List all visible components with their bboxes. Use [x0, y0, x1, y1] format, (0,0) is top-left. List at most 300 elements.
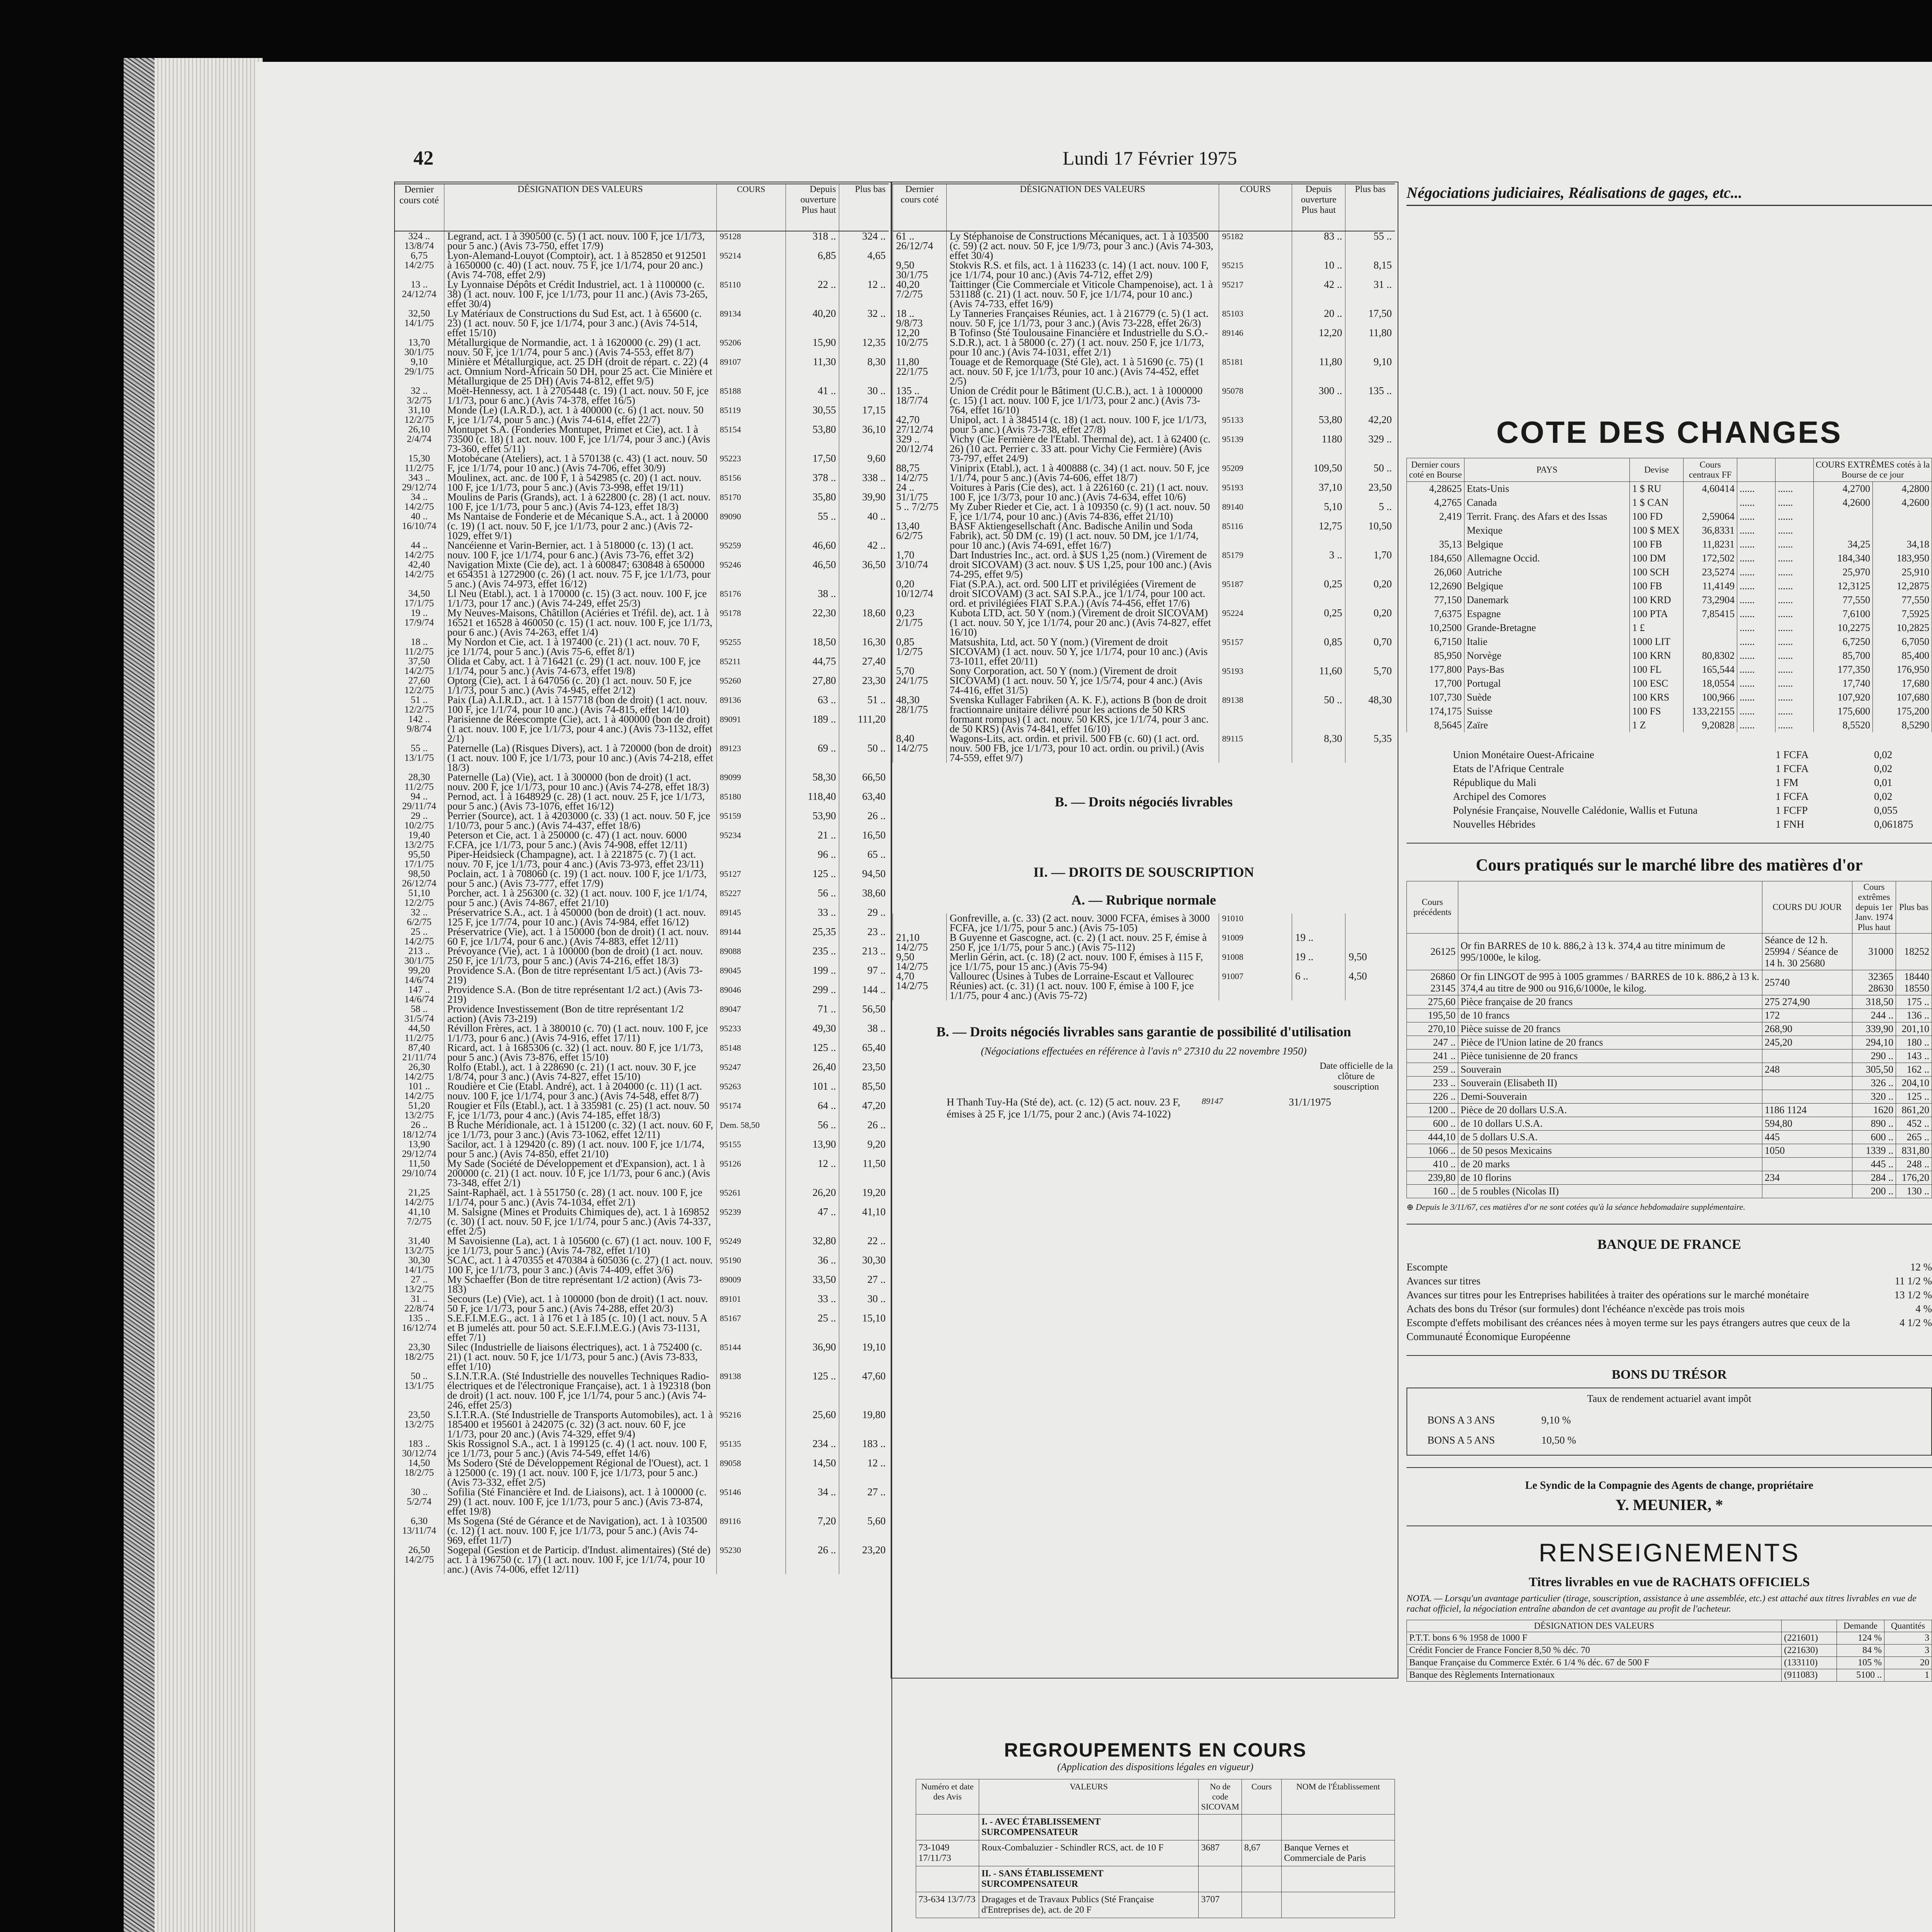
- rachats-qty: 3: [1884, 1632, 1932, 1645]
- plus-bas: 23,50: [839, 1062, 889, 1082]
- cours-code: 95239: [716, 1207, 786, 1236]
- cours-code: 95217: [1219, 280, 1292, 309]
- last-price: 55 .. 13/1/75: [395, 743, 444, 772]
- changes-table: [1406, 458, 1932, 732]
- security-name: Motobécane (Ateliers), act. 1 à 570138 (c. 43) (1 act. nouv. 50 F, jce 1/1/74, pour 10 anc.) (Avis 74-706, effet 30/9): [444, 454, 716, 473]
- table-row: [395, 1043, 889, 1062]
- table-row: [395, 512, 889, 541]
- security-name: Poclain, act. 1 à 708060 (c. 19) (1 act. nouv. 100 F, jce 1/1/73, pour 5 anc.) (Avis 73-777, effet 17/9): [444, 869, 716, 888]
- or-hi: 445 ..: [1852, 1158, 1896, 1171]
- changes-last: 174,175: [1407, 704, 1464, 718]
- table-row: [893, 386, 1395, 415]
- last-price: 12,20 10/2/75: [893, 328, 947, 357]
- changes-central: 18,0554: [1684, 677, 1737, 690]
- cours-code: 95127: [716, 869, 786, 888]
- cours-code: 95146: [716, 1487, 786, 1516]
- or-hi: 290 ..: [1852, 1049, 1896, 1063]
- or-prev: 233 ..: [1407, 1077, 1458, 1090]
- banque-value: 4 %: [1915, 1303, 1932, 1315]
- changes-pays: Norvège: [1464, 649, 1630, 663]
- cours-code: 89140: [1219, 502, 1292, 521]
- plus-bas: 55 ..: [1345, 231, 1395, 260]
- changes-hi: 175,600: [1814, 704, 1873, 718]
- last-price: 23,30 18/2/75: [395, 1342, 444, 1371]
- or-name: de 5 roubles (Nicolas II): [1458, 1185, 1762, 1198]
- table-row: [1407, 1090, 1932, 1104]
- plus-bas: 4,50: [1345, 971, 1395, 1000]
- security-name: Touage et de Remorquage (Sté Gle), act. 1 à 51690 (c. 75) (1 act. nouv. 50 F, jce 1/1/73, pour 10 anc.) (Avis 74-452, effet 2/5): [946, 357, 1219, 386]
- plus-haut: 0,85: [1292, 637, 1345, 666]
- or-hi: 200 ..: [1852, 1185, 1896, 1198]
- plus-haut: 44,75: [786, 656, 839, 676]
- table-row: [1407, 1171, 1932, 1185]
- plus-haut: 12,20: [1292, 328, 1345, 357]
- table-row: [395, 908, 889, 927]
- cours-code: 89107: [716, 357, 786, 386]
- cfa-label: Union Monétaire Ouest-Africaine: [1453, 749, 1594, 760]
- changes-dots: ......: [1776, 635, 1814, 649]
- section-b-title: B. — Droits négociés livrables: [1054, 794, 1233, 810]
- regroup-title: REGROUPEMENTS EN COURS: [1004, 1739, 1307, 1761]
- or-jour: 1050: [1762, 1144, 1852, 1158]
- last-price: 0,23 2/1/75: [893, 608, 947, 637]
- cfa-line: [1453, 776, 1932, 789]
- changes-central: 36,8331: [1684, 524, 1737, 537]
- or-header-prev: Cours précédents: [1407, 881, 1458, 934]
- cfa-line: [1453, 748, 1932, 762]
- last-price: 31,40 13/2/75: [395, 1236, 444, 1255]
- plus-bas: 16,50: [839, 830, 889, 850]
- last-price: 32 .. 3/2/75: [395, 386, 444, 405]
- changes-devise: 100 $ MEX: [1630, 524, 1684, 537]
- rachats-name: Crédit Foncier de France Foncier 8,50 % déc. 70: [1407, 1645, 1782, 1657]
- plus-haut: 58,30: [786, 772, 839, 792]
- regroup-header-code: No de code SICOVAM: [1199, 1779, 1242, 1815]
- changes-dots: ......: [1776, 537, 1814, 551]
- changes-hi: [1814, 524, 1873, 537]
- regroup-avis-date: 17/11/73: [918, 1853, 951, 1863]
- or-jour: 248: [1762, 1063, 1852, 1077]
- cours-code: 95209: [1219, 463, 1292, 483]
- last-price: 6,30 13/11/74: [395, 1516, 444, 1545]
- plus-haut: 235 ..: [786, 946, 839, 966]
- table-row: [1407, 1022, 1932, 1036]
- table-row: [395, 1120, 889, 1139]
- plus-haut: 11,80: [1292, 357, 1345, 386]
- last-price: 13,90 29/12/74: [395, 1139, 444, 1159]
- plus-haut: 19 ..: [1292, 952, 1345, 971]
- plus-haut: 15,90: [786, 338, 839, 357]
- bons-value: 9,10 %: [1541, 1414, 1571, 1426]
- table-row: [1407, 704, 1932, 718]
- changes-dots: ......: [1737, 593, 1776, 607]
- cfa-label: République du Mali: [1453, 777, 1536, 788]
- cours-code: 89145: [716, 908, 786, 927]
- security-name: My Neuves-Maisons, Châtillon (Aciéries et Tréfil. de), act. 1 à 16521 et 16528 à 460050 (c. 15) (1 act. nouv. 100 F, jce 1/1/73, pour 6 anc.) (Avis 74-263, effet 1/4): [444, 608, 716, 637]
- banque-row: [1406, 1260, 1932, 1274]
- col-header-last: Dernier cours coté: [395, 184, 444, 231]
- plus-haut: 53,90: [786, 811, 839, 830]
- plus-haut: 11,60: [1292, 666, 1345, 695]
- table-row: [1407, 970, 1932, 995]
- last-price: 11,50 29/10/74: [395, 1159, 444, 1188]
- cours-code: 85170: [716, 492, 786, 512]
- plus-haut: 1180: [1292, 434, 1345, 463]
- plus-haut: 46,60: [786, 541, 839, 560]
- security-name: Paix (La) A.I.R.D., act. 1 à 157718 (bon de droit) (1 act. nouv. 100 F, jce 1/1/74, pour 10 anc.) (Avis 74-815, effet 14/10): [444, 695, 716, 714]
- changes-central: 11,4149: [1684, 579, 1737, 593]
- table-row: [893, 550, 1395, 579]
- or-lo: 180 ..: [1896, 1036, 1932, 1049]
- last-price: 25 .. 14/2/75: [395, 927, 444, 946]
- col2-header-cours: COURS: [1219, 184, 1292, 231]
- changes-hi: 8,5520: [1814, 718, 1873, 732]
- or-prev: 1200 ..: [1407, 1104, 1458, 1117]
- plus-haut: 49,30: [786, 1024, 839, 1043]
- cours-code: 89046: [716, 985, 786, 1004]
- or-lo: 130 ..: [1896, 1185, 1932, 1198]
- table-row: [395, 1207, 889, 1236]
- table-row: [395, 1101, 889, 1120]
- last-price: 6,75 14/2/75: [395, 251, 444, 280]
- table-row: [395, 357, 889, 386]
- regroup-header-nom: NOM de l'Établissement: [1282, 1779, 1395, 1815]
- plus-bas: 51 ..: [839, 695, 889, 714]
- cours-code: 95260: [716, 676, 786, 695]
- security-name: Voitures à Paris (Cie des), act. 1 à 226160 (c. 21) (1 act. nouv. 100 F, jce 1/3/73, pour 10 anc.) (Avis 74-634, effet 10/6): [946, 483, 1219, 502]
- table-row: [395, 811, 889, 830]
- security-name: M. Salsigne (Mines et Produits Chimiques de), act. 1 à 169852 (c. 30) (1 act. nouv. 50 F, jce 1/1/74, pour 5 anc.) (Avis 74-337, effet 2/5): [444, 1207, 716, 1236]
- or-jour: [1762, 1077, 1852, 1090]
- last-price: 14,50 18/2/75: [395, 1458, 444, 1487]
- last-price: 101 .. 14/2/75: [395, 1082, 444, 1101]
- plus-haut: 6,85: [786, 251, 839, 280]
- changes-dots: ......: [1737, 482, 1776, 496]
- or-jour: [1762, 1049, 1852, 1063]
- last-price: 34 .. 14/2/75: [395, 492, 444, 512]
- security-name: Préservatrice S.A., act. 1 à 450000 (bon de droit) (1 act. nouv. 125 F, jce 1/7/74, pour 10 anc.) (Avis 74-984, effet 16/12): [444, 908, 716, 927]
- plus-bas: 111,20: [839, 714, 889, 743]
- rachats-code: (221630): [1782, 1645, 1837, 1657]
- plus-haut: 12,75: [1292, 521, 1345, 550]
- table-row: [893, 280, 1395, 309]
- cours-code: 95206: [716, 338, 786, 357]
- or-hi: 244 ..: [1852, 1009, 1896, 1022]
- table-row: [395, 541, 889, 560]
- plus-haut: 30,55: [786, 405, 839, 425]
- table-row: [395, 850, 889, 869]
- plus-haut: 37,10: [1292, 483, 1345, 502]
- or-prev: 259 ..: [1407, 1063, 1458, 1077]
- cours-code: 95263: [716, 1082, 786, 1101]
- last-price: 0,20 10/12/74: [893, 579, 947, 608]
- table-row: [395, 946, 889, 966]
- plus-bas: [839, 589, 889, 608]
- security-name: Silec (Industrielle de liaisons électriques), act. 1 à 752400 (c. 21) (1 act. nouv. 50 F, jce 1/1/73, pour 5 anc.) (Avis 73-833, effet 1/10): [444, 1342, 716, 1371]
- or-name: Souverain (Elisabeth II): [1458, 1077, 1762, 1090]
- plus-haut: 234 ..: [786, 1439, 839, 1458]
- changes-last: 77,150: [1407, 593, 1464, 607]
- cfa-line: [1453, 789, 1932, 803]
- table-row: [395, 1294, 889, 1313]
- or-lo: 861,20: [1896, 1104, 1932, 1117]
- cours-code: 85103: [1219, 309, 1292, 328]
- last-price: 44,50 11/2/75: [395, 1024, 444, 1043]
- rachats-table: [1406, 1620, 1932, 1682]
- plus-bas: 9,50: [1345, 952, 1395, 971]
- table-row: [1407, 663, 1932, 677]
- plus-bas: 27 ..: [839, 1487, 889, 1516]
- changes-dots: ......: [1776, 704, 1814, 718]
- table-row: [1407, 1063, 1932, 1077]
- or-prev: 410 ..: [1407, 1158, 1458, 1171]
- changes-hi: 17,740: [1814, 677, 1873, 690]
- last-price: 8,40 14/2/75: [893, 734, 947, 763]
- last-price: 18 .. 9/8/73: [893, 309, 947, 328]
- or-jour: [1762, 1185, 1852, 1198]
- cours-code: 95190: [716, 1255, 786, 1275]
- last-price: 0,85 1/2/75: [893, 637, 947, 666]
- changes-pays: Zaïre: [1464, 718, 1630, 732]
- cours-code: 95133: [1219, 415, 1292, 434]
- cours-code: 89101: [716, 1294, 786, 1313]
- cours-code: 85116: [1219, 521, 1292, 550]
- cours-code: 85180: [716, 792, 786, 811]
- table-row: [893, 608, 1395, 637]
- banque-row: [1406, 1316, 1932, 1344]
- table-row: [893, 483, 1395, 502]
- security-name: Viniprix (Etabl.), act. 1 à 400888 (c. 34) (1 act. nouv. 50 F, jce 1/1/74, pour 5 anc.) (Avis 74-606, effet 18/7): [946, 463, 1219, 483]
- table-row: [1407, 1077, 1932, 1090]
- or-hi: 284 ..: [1852, 1171, 1896, 1185]
- plus-haut: 26,20: [786, 1188, 839, 1207]
- security-name: Moulins de Paris (Grands), act. 1 à 622800 (c. 28) (1 act. nouv. 100 F, jce 1/1/73, pour 5 anc.) (Avis 74-123, effet 18/3): [444, 492, 716, 512]
- table-row: [893, 952, 1395, 971]
- plus-haut: 0,25: [1292, 608, 1345, 637]
- changes-dots: ......: [1776, 677, 1814, 690]
- security-name: Rougier et Fils (Etabl.), act. 1 à 335981 (c. 25) (1 act. nouv. 50 F, jce 1/1/73, pour 4 anc.) (Avis 74-185, effet 18/3): [444, 1101, 716, 1120]
- plus-bas: 66,50: [839, 772, 889, 792]
- table-row: [1407, 593, 1932, 607]
- changes-central: 165,544: [1684, 663, 1737, 677]
- security-name: Vichy (Cie Fermière de l'Etabl. Thermal de), act. 1 à 62400 (c. 26) (10 act. Perrier c. 33 att. pour Vichy Cie Fermière) (Avis 73-797, effet 24/9): [946, 434, 1219, 463]
- or-prev: 26860 23145: [1407, 970, 1458, 995]
- last-price: 88,75 14/2/75: [893, 463, 947, 483]
- plus-bas: 50 ..: [839, 743, 889, 772]
- last-price: 40 .. 16/10/74: [395, 512, 444, 541]
- changes-devise: 100 SCH: [1630, 565, 1684, 579]
- last-price: 13,70 30/1/75: [395, 338, 444, 357]
- changes-central: 172,502: [1684, 551, 1737, 565]
- changes-central: 4,60414: [1684, 482, 1737, 496]
- plus-bas: 5,35: [1345, 734, 1395, 763]
- table-row: [1407, 496, 1932, 510]
- plus-bas: 1,70: [1345, 550, 1395, 579]
- last-price: 58 .. 31/5/74: [395, 1004, 444, 1024]
- table-row: [1407, 635, 1932, 649]
- table-row: [1407, 1049, 1932, 1063]
- table-row: [893, 502, 1395, 521]
- security-name: Piper-Heidsieck (Champagne), act. 1 à 221875 (c. 7) (1 act. nouv. 70 F, jce 1/1/73, pour 4 anc.) (Avis 73-973, effet 23/11): [444, 850, 716, 869]
- plus-bas: 12 ..: [839, 1458, 889, 1487]
- regroupements-section: [916, 1739, 1395, 1918]
- last-price: 51,10 12/2/75: [395, 888, 444, 908]
- cours-code: 85211: [716, 656, 786, 676]
- plus-bas: 8,15: [1345, 260, 1395, 280]
- col-header-plus-haut: Depuis ouverture Plus haut: [786, 184, 839, 231]
- cours-code: 95230: [716, 1545, 786, 1574]
- cours-code: 85227: [716, 888, 786, 908]
- last-price: 213 .. 30/1/75: [395, 946, 444, 966]
- changes-dots: ......: [1737, 718, 1776, 732]
- or-prev: 270,10: [1407, 1022, 1458, 1036]
- table-row: [1407, 1657, 1932, 1669]
- table-row: [1407, 1185, 1932, 1198]
- banque-rows: [1406, 1260, 1932, 1344]
- plus-haut: 47 ..: [786, 1207, 839, 1236]
- or-lo: 18440 18550: [1896, 970, 1932, 995]
- cours-code: 85144: [716, 1342, 786, 1371]
- table-row: [1407, 1117, 1932, 1131]
- table-row: [395, 608, 889, 637]
- regroup-etab: [1282, 1892, 1395, 1918]
- plus-haut: 27,80: [786, 676, 839, 695]
- table-row: [395, 792, 889, 811]
- changes-pays: Belgique: [1464, 579, 1630, 593]
- cfa-unit: 1 FCFP: [1776, 804, 1808, 816]
- plus-haut: 33 ..: [786, 1294, 839, 1313]
- table-row: [1407, 649, 1932, 663]
- col-header-cours: COURS: [716, 184, 786, 231]
- table-row: [395, 1024, 889, 1043]
- cfa-value: 0,01: [1874, 777, 1893, 788]
- changes-lo: 34,18: [1873, 537, 1932, 551]
- plus-bas: 42,20: [1345, 415, 1395, 434]
- plus-haut: 50 ..: [1292, 695, 1345, 734]
- security-name: Paternelle (La) (Vie), act. 1 à 300000 (bon de droit) (1 act. nouv. 200 F, jce 1/1/73, pour 10 anc.) (Avis 74-278, effet 18/3): [444, 772, 716, 792]
- table-row: [893, 637, 1395, 666]
- cours-code: [716, 850, 786, 869]
- table-row: [395, 454, 889, 473]
- changes-dots: ......: [1776, 482, 1814, 496]
- plus-haut: 22 ..: [786, 280, 839, 309]
- table-row: [1407, 934, 1932, 970]
- negociations-title: Négociations judiciaires, Réalisations de gages, etc...: [1406, 184, 1932, 206]
- changes-pays: Belgique: [1464, 537, 1630, 551]
- last-price: 4,70 14/2/75: [893, 971, 947, 1000]
- changes-pays: Mexique: [1464, 524, 1630, 537]
- last-price: 34,50 17/1/75: [395, 589, 444, 608]
- plus-bas: [1345, 913, 1395, 933]
- table-row: [1407, 1158, 1932, 1171]
- cours-code: 89090: [716, 512, 786, 541]
- table-row: [1407, 1632, 1932, 1645]
- plus-bas: 11,80: [1345, 328, 1395, 357]
- col2-header-designation: DÉSIGNATION DES VALEURS: [946, 184, 1219, 231]
- security-name: Optorg (Cie), act. 1 à 647056 (c. 20) (1 act. nouv. 50 F, jce 1/1/73, pour 5 anc.) (Avis 74-945, effet 2/12): [444, 676, 716, 695]
- or-lo: 452 ..: [1896, 1117, 1932, 1131]
- changes-hi: 4,2600: [1814, 496, 1873, 510]
- plus-bas: 135 ..: [1345, 386, 1395, 415]
- cfa-unit: 1 FCFA: [1776, 749, 1809, 760]
- plus-bas: 97 ..: [839, 966, 889, 985]
- cfa-value: 0,02: [1874, 791, 1893, 802]
- regroup-valeur: Roux-Combaluzier - Schindler RCS, act. de 10 F: [979, 1840, 1199, 1866]
- table-row: [395, 251, 889, 280]
- security-name: Préservatrice (Vie), act. 1 à 150000 (bon de droit) (1 act. nouv. 60 F, jce 1/1/74, pour 6 anc.) (Avis 74-883, effet 12/11): [444, 927, 716, 946]
- rachats-note: NOTA. — Lorsqu'un avantage particulier (tirage, souscription, assistance à une assemblée, etc.) est attaché aux titres livrables en vue de rachat officiel, la négociation entraîne abandon de cet avantage au profit de l'acheteur.: [1406, 1594, 1917, 1614]
- security-name: Peterson et Cie, act. 1 à 250000 (c. 47) (1 act. nouv. 6000 F.CFA, jce 1/1/73, pour 5 anc.) (Avis 74-908, effet 12/11): [444, 830, 716, 850]
- security-name: Sofilia (Sté Financière et Ind. de Liaisons), act. 1 à 100000 (c. 29) (1 act. nouv. 100 F, jce 1/1/73, pour 5 anc.) (Avis 73-874, effet 19/8): [444, 1487, 716, 1516]
- table-row: [1407, 690, 1932, 704]
- last-price: 29 .. 10/2/75: [395, 811, 444, 830]
- or-jour: 172: [1762, 1009, 1852, 1022]
- plus-bas: 5 ..: [1345, 502, 1395, 521]
- changes-central: [1684, 635, 1737, 649]
- regroup-code: 3687: [1199, 1840, 1242, 1866]
- plus-haut: 40,20: [786, 309, 839, 338]
- changes-lo: [1873, 524, 1932, 537]
- security-name: Moët-Hennessy, act. 1 à 2705448 (c. 19) (1 act. nouv. 50 F, jce 1/1/73, pour 6 anc.) (Avis 74-378, effet 16/5): [444, 386, 716, 405]
- changes-central: 11,8231: [1684, 537, 1737, 551]
- table-row: [395, 637, 889, 656]
- plus-bas: 23,30: [839, 676, 889, 695]
- banque-row: [1406, 1288, 1932, 1302]
- plus-bas: 144 ..: [839, 985, 889, 1004]
- table-row: [893, 913, 1395, 933]
- banque-value: 12 %: [1910, 1261, 1932, 1273]
- security-name: M Savoisienne (La), act. 1 à 105600 (c. 67) (1 act. nouv. 100 F, jce 1/1/73, pour 5 anc.) (Avis 74-782, effet 1/10): [444, 1236, 716, 1255]
- rachats-demande: 5100 ..: [1837, 1669, 1884, 1682]
- last-price: 44 .. 14/2/75: [395, 541, 444, 560]
- last-price: 51,20 13/2/75: [395, 1101, 444, 1120]
- changes-dots: ......: [1776, 565, 1814, 579]
- changes-hi: 10,2275: [1814, 621, 1873, 635]
- plus-haut: 53,80: [1292, 415, 1345, 434]
- changes-last: 85,950: [1407, 649, 1464, 663]
- plus-haut: 17,50: [786, 454, 839, 473]
- plus-haut: 19 ..: [1292, 933, 1345, 952]
- changes-lo: 77,550: [1873, 593, 1932, 607]
- rachats-header-demande: Demande: [1837, 1620, 1884, 1632]
- changes-central: 80,8302: [1684, 649, 1737, 663]
- last-price: 99,20 14/6/74: [395, 966, 444, 985]
- or-hi: 1620: [1852, 1104, 1896, 1117]
- or-name: Or fin BARRES de 10 k. 886,2 à 13 k. 374,4 au titre minimum de 995/1000e, le kilog.: [1458, 934, 1762, 970]
- table-row: [395, 830, 889, 850]
- plus-haut: 3 ..: [1292, 550, 1345, 579]
- security-name: SCAC, act. 1 à 470355 et 470384 à 605036 (c. 27) (1 act. nouv. 100 F, jce 1/1/73, pour 3 anc.) (Avis 74-409, effet 3/6): [444, 1255, 716, 1275]
- plus-haut: 21 ..: [786, 830, 839, 850]
- thanh-date: 31/1/1975: [1289, 1096, 1331, 1108]
- last-price: 18 .. 11/2/75: [395, 637, 444, 656]
- cours-code: 95259: [716, 541, 786, 560]
- plus-bas: 39,90: [839, 492, 889, 512]
- or-name: de 10 florins: [1458, 1171, 1762, 1185]
- cours-code: 95216: [716, 1410, 786, 1439]
- cours-code: 91008: [1219, 952, 1292, 971]
- bons-row: [1412, 1410, 1927, 1430]
- cours-code: 89099: [716, 772, 786, 792]
- table-row: [893, 521, 1395, 550]
- plus-haut: 56 ..: [786, 1120, 839, 1139]
- changes-header-extremes: COURS EXTRÊMES cotés à la Bourse de ce jour: [1814, 458, 1932, 482]
- plus-bas: 30,30: [839, 1255, 889, 1275]
- plus-bas: 30 ..: [839, 386, 889, 405]
- cours-code: 85181: [1219, 357, 1292, 386]
- table-row: [1407, 1669, 1932, 1682]
- plus-haut: 64 ..: [786, 1101, 839, 1120]
